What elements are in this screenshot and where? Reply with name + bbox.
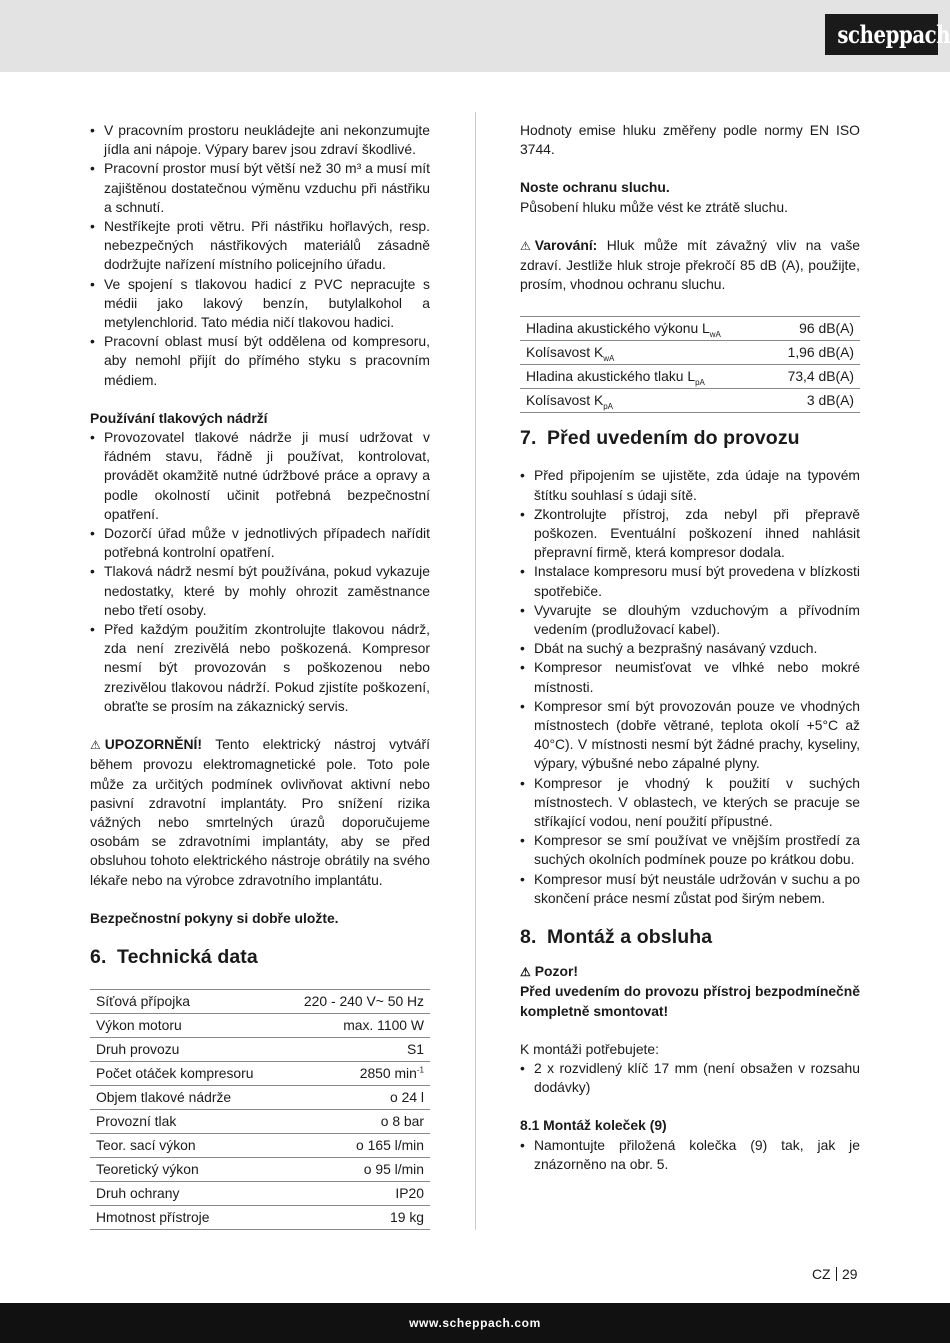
technical-data-table xyxy=(90,989,430,1230)
list-item: • Kompresor je vhodný k použití v suchých místnostech. V oblastech, ve kterých se pracuje se stříkající vodou, není použití přípustné. xyxy=(520,774,860,832)
warning-label: Varování: xyxy=(534,236,598,253)
noise-warning xyxy=(520,236,860,295)
list-item: • Dozorčí úřad může v jednotlivých případech nařídit potřebná kontrolní opatření. xyxy=(90,524,430,562)
list-item: • Pracovní oblast musí být oddělena od kompresoru, aby nemohl přijít do přímého styku s pracovním médiem. xyxy=(90,332,430,390)
list-item: • Kompresor musí být neustále udržován v suchu a po skončení práce nesmí zůstat pod širým nebem. xyxy=(520,870,860,908)
list-item: • Dbát na suchý a bezprašný nasávaný vzduch. xyxy=(520,639,860,658)
table-row: Počet otáček kompresoru 2850 $\min^{-1}$ xyxy=(90,1061,430,1085)
list-item: • 2 x rozvidlený klíč 17 mm (není obsažen v rozsahu dodávky) xyxy=(520,1059,860,1097)
list-item: • Kompresor neumisťovat ve vlhké nebo mokré místnosti. xyxy=(520,658,860,696)
table-row: Objem tlakové nádrže o 24 l xyxy=(90,1085,430,1109)
safety-list xyxy=(90,121,430,390)
right-column xyxy=(520,121,860,1174)
tools-needed: K montáži potřebujete: xyxy=(520,1040,659,1057)
table-row: Síťová přípojka 220 - 240 V~ 50 Hz xyxy=(90,989,430,1013)
list-item: • Instalace kompresoru musí být provedena v blízkosti spotřebiče. xyxy=(520,562,860,600)
table-row: Hladina akustického tlaku $L_{pA}$ 73,4 dB(A) xyxy=(520,365,860,389)
table-row: Provozní tlak o 8 bar xyxy=(90,1109,430,1133)
keep-instructions: Bezpečnostní pokyny si dobře uložte. xyxy=(90,909,339,926)
list-item: • Před připojením se ujistěte, zda údaje na typovém štítku souhlasí s údaji sítě. xyxy=(520,466,860,504)
list-item: • Pracovní prostor musí být větší než 30 m³ a musí mít zajištěnou dostatečnou výměnu vzduchu při nástřiku a schnutí. xyxy=(90,159,430,217)
website-link[interactable]: www.scheppach.com xyxy=(409,1316,541,1330)
list-item: • Kompresor smí být provozován pouze ve vhodných místnostech (dobře větrané, teplota okolí +5°C až 40°C). V místnosti nesmí být žádné prachy, kyseliny, výpary, výbušné nebo zápalné plyny. xyxy=(520,697,860,774)
tools-list xyxy=(520,1059,860,1097)
column-divider xyxy=(475,112,476,1230)
list-item: • Tlaková nádrž nesmí být používána, pokud vykazuje nedostatky, které by mohly ohrozit zaměstnance nebo třetí osoby. xyxy=(90,562,430,620)
list-item: • Zkontrolujte přístroj, zda nebyl při přepravě poškozen. Eventuální poškození ihned nahlásit přepravní firmě, která kompresor dodala. xyxy=(520,505,860,563)
table-row: Teor. sací výkon o 165 l/min xyxy=(90,1133,430,1157)
tanks-list xyxy=(90,428,430,716)
warning-icon: ⚠ xyxy=(520,238,531,253)
list-item: • Před každým použitím zkontrolujte tlakovou nádrž, zda není zrezivělá nebo poškozená. Kompresor nesmí být provozován s poškozenou nebo zrezivělou tlakovou nádrží. Pokud zjistíte poškození, obraťte se prosím na zákaznický servis. xyxy=(90,620,430,716)
wheels-heading: 8.1 Montáž koleček (9) xyxy=(520,1117,667,1134)
left-column xyxy=(90,121,430,1230)
list-item: • Nestříkejte proti větru. Při nástřiku hořlavých, resp. nebezpečných nástřikových materiálů zásadně dodržujte nařízení místního policejního úřadu. xyxy=(90,217,430,275)
list-item: • Vyvarujte se dlouhým vzduchovým a přívodním vedením (prodlužovací kabel). xyxy=(520,601,860,639)
scheppach-logo: scheppach xyxy=(825,14,938,55)
header-bar xyxy=(0,0,950,72)
section-7-title: 7. Před uvedením do provozu xyxy=(520,427,800,450)
emf-warning xyxy=(90,735,430,890)
table-row: Hladina akustického výkonu $L_{wA}$ 96 dB(A) xyxy=(520,317,860,341)
table-row: Druh ochrany IP20 xyxy=(90,1181,430,1205)
list-item: • Provozovatel tlakové nádrže ji musí udržovat v řádném stavu, řádně ji používat, kontrolovat, provádět okamžitě nutné údržbové práce a opravy a podle okolností učinit potřebná bezpečnostní opatření. xyxy=(90,428,430,524)
tanks-heading: Používání tlakových nádrží xyxy=(90,409,268,426)
table-row: Kolísavost $K_{pA}$ 3 dB(A) xyxy=(520,389,860,413)
section-6-title: 6. Technická data xyxy=(90,945,258,968)
table-row: Hmotnost přístroje 19 kg xyxy=(90,1205,430,1229)
warning-icon: ⚠ xyxy=(520,965,531,980)
page-number: CZ 29 xyxy=(812,1266,858,1282)
list-item: • Namontujte přiložená kolečka (9) tak, jak je znázorněno na obr. 5. xyxy=(520,1136,860,1174)
warning-icon: ⚠ xyxy=(90,738,101,753)
hearing-heading: Noste ochranu sluchu. xyxy=(520,179,670,196)
caution-heading: ⚠ Pozor! xyxy=(520,962,860,982)
warning-label: UPOZORNĚNÍ! xyxy=(104,736,203,753)
list-item: • V pracovním prostoru neukládejte ani nekonzumujte jídla ani nápoje. Výpary barev jsou zdraví škodlivé. xyxy=(90,121,430,159)
table-row: Výkon motoru max. 1100 W xyxy=(90,1013,430,1037)
caution-text: Před uvedením do provozu přístroj bezpodmínečně kompletně smontovat! xyxy=(520,983,860,1019)
table-row: Druh provozu S1 xyxy=(90,1037,430,1061)
warning-text: Tento elektrický nástroj vytváří během provozu elektromagnetické pole. Toto pole může za určitých podmínek ovlivňovat aktivní nebo pasivní zdravotní implantáty. Pro snížení rizika vážných nebo smrtelných úrazů doporučujeme osobám se zdravotními implantáty, aby se před obsluhou tohoto elektrického nástroje obrátily na svého lékaře nebo na výrobce zdravotního implantátu. xyxy=(90,736,430,888)
commissioning-list xyxy=(520,466,860,908)
noise-table xyxy=(520,316,860,413)
warning-text: Hluk může mít závažný vliv na vaše zdraví. Jestliže hluk stroje překročí 85 dB (A), použijte, prosím, vhodnou ochranu sluchu. xyxy=(520,236,860,293)
noise-intro: Hodnoty emise hluku změřeny podle normy EN ISO 3744. xyxy=(520,122,860,158)
list-item: • Ve spojení s tlakovou hadicí z PVC nepracujte s médii jako lakový benzín, butylalkohol a metylenchlorid. Tato média ničí tlakovou hadici. xyxy=(90,275,430,333)
list-item: • Kompresor se smí používat ve vnějším prostředí za suchých okolních podmínek pouze po krátkou dobu. xyxy=(520,831,860,869)
table-row: Kolísavost $K_{wA}$ 1,96 dB(A) xyxy=(520,341,860,365)
wheels-list xyxy=(520,1136,860,1174)
table-row: Teoretický výkon o 95 l/min xyxy=(90,1157,430,1181)
section-8-title: 8. Montáž a obsluha xyxy=(520,926,713,949)
hearing-text: Působení hluku může vést ke ztrátě sluchu. xyxy=(520,198,788,215)
footer-bar xyxy=(0,1303,950,1343)
